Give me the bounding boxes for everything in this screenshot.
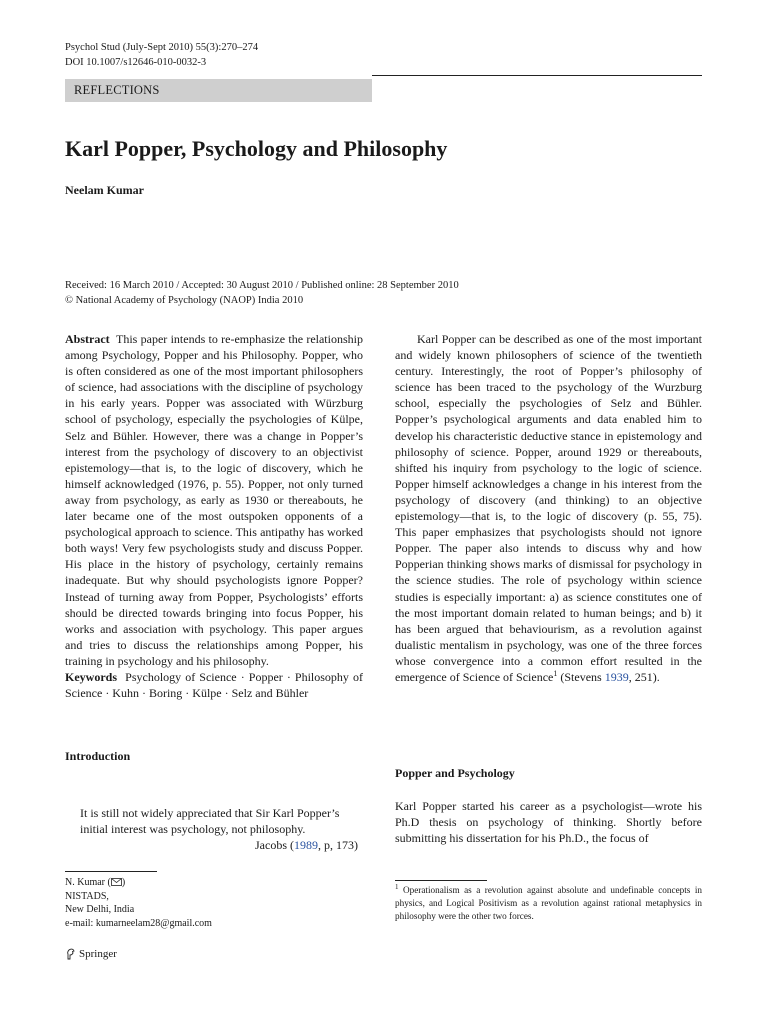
affiliation-name: N. Kumar ( ) <box>65 877 126 888</box>
footnote-rule <box>395 880 487 881</box>
introduction-heading: Introduction <box>65 749 131 763</box>
article-title: Karl Popper, Psychology and Philosophy <box>65 136 448 161</box>
header-rule <box>372 75 702 76</box>
quote-source-pre: Jacobs ( <box>255 838 294 852</box>
popper-psychology-text: Karl Popper started his career as a psychologist—wrote his Ph.D thesis on psychology of thinking. Shortly before submitting his dissertation for his Ph.D., the focus of <box>395 799 702 846</box>
journal-citation: Psychol Stud (July-Sept 2010) 55(3):270–274 <box>65 42 259 53</box>
citation-link-1939[interactable]: 1939 <box>604 669 629 684</box>
publication-dates <box>65 278 459 308</box>
right-column <box>395 331 702 685</box>
publisher-logo <box>65 948 117 960</box>
quote-source-post: , p, 173) <box>318 838 358 852</box>
journal-header <box>65 40 258 70</box>
affiliation-city: New Delhi, India <box>65 904 135 915</box>
affiliation-org: NISTADS, <box>65 890 109 902</box>
affiliation-block <box>65 876 212 930</box>
citation-link-1989[interactable]: 1989 <box>294 838 318 852</box>
dates-line: Received: 16 March 2010 / Accepted: 30 August 2010 / Published online: 28 September 2010 <box>65 280 459 291</box>
intro-paragraph: Karl Popper can be described as one of the most important and widely known philosophers of science of the twentieth century. Interestingly, the root of Popper’s philosophy of science has been traced to the psychology of the Wurzburg school, especially the psychologies of Selz and Bühler. Popper’s psychological arguments and data enabled him to develop his characteristic deductive stance in epistemology and philosophy of science. Popper, around 1929 or thereabouts, shifted his inquiry from psychology to the logic of science. Popper himself acknowledges a change in his interest from the psychology of discovery (and thinking) to an objective epistemology—that is, to the logic of discovery (p. 55, 75). This paper emphasizes that psychologists should not ignore Popper. The paper also intends to discuss why and how Popperian thinking shows marks of dismissal for psychology in the science studies. The role of psychology within science studies is especially important: a) as science constitutes one of the most important domain related to human beings; and b) it has been argued that behaviourism, as a revolution against dualistic mentalism in psychology, was one of the three forces whose convergence into a common effort resulted in the emergence of Science of Science$^1$ (Stevens 1939, 251). <box>395 332 702 684</box>
copyright-line: © National Academy of Psychology (NAOP) India 2010 <box>65 295 304 306</box>
affiliation-rule <box>65 871 157 872</box>
doi: DOI 10.1007/s12646-010-0032-3 <box>65 57 207 68</box>
publisher-name: Springer <box>79 948 117 960</box>
author-name: Neelam Kumar <box>65 183 144 197</box>
keywords-label: Keywords <box>65 669 117 684</box>
abstract-text: This paper intends to re-emphasize the relationship among Psychology, Popper and his Philosophy. Popper, who is often considered as one of the most important philosophers of science, had associations with the discipline of psychology in his early years. Popper was associated with Würzburg school of psychology, especially the psychologies of Külpe, Selz and Bühler. However, there was a change in Popper’s interest from the psychology of discovery to an objectivist epistemology—that is, to the logic of discovery, which he himself acknowledged (1976, p. 55). Popper, not only turned away from psychology, as early as 1930 or thereabouts, he later became one of the most outspoken opponents of a psychological approach to science. This antipathy has worked both ways! Very few psychologists study and discuss Popper. His place in the history of psychology, certainly remains inadequate. But why should psychologists ignore Popper? Instead of turning away from Popper, Psychologists’ efforts should be directed towards bringing into focus Popper, his works and association with psychology. This paper argues and tries to discuss the relationships among Popper, his training in psychology and his philosophy. <box>65 332 363 668</box>
footnote-mark: 1 <box>395 882 399 891</box>
footnote-ref-1[interactable]: 1 <box>553 668 558 678</box>
springer-horse-icon <box>65 948 76 960</box>
popper-psychology-heading: Popper and Psychology <box>395 766 515 780</box>
abstract-label: Abstract <box>65 332 110 346</box>
keywords <box>65 669 363 701</box>
epigraph-quote: It is still not widely appreciated that Sir Karl Popper’s initial interest was psychology, not philosophy. <box>80 806 340 837</box>
envelope-icon <box>111 878 122 886</box>
affiliation-email[interactable]: e-mail: kumarneelam28@gmail.com <box>65 917 212 929</box>
footnote <box>395 884 702 923</box>
left-column <box>65 331 363 701</box>
abstract <box>65 331 363 669</box>
footnote-text: Operationalism as a revolution against absolute and undefinable concepts in physics, and Logical Positivism as a revolution against rational metaphysics in philosophy were the other two forces. <box>395 885 702 921</box>
keywords-text: Psychology of Science · Popper · Philosophy of Science · Kuhn · Boring · Külpe · Selz and Bühler <box>65 669 363 701</box>
section-banner: REFLECTIONS <box>65 79 372 102</box>
epigraph-source <box>80 838 358 853</box>
